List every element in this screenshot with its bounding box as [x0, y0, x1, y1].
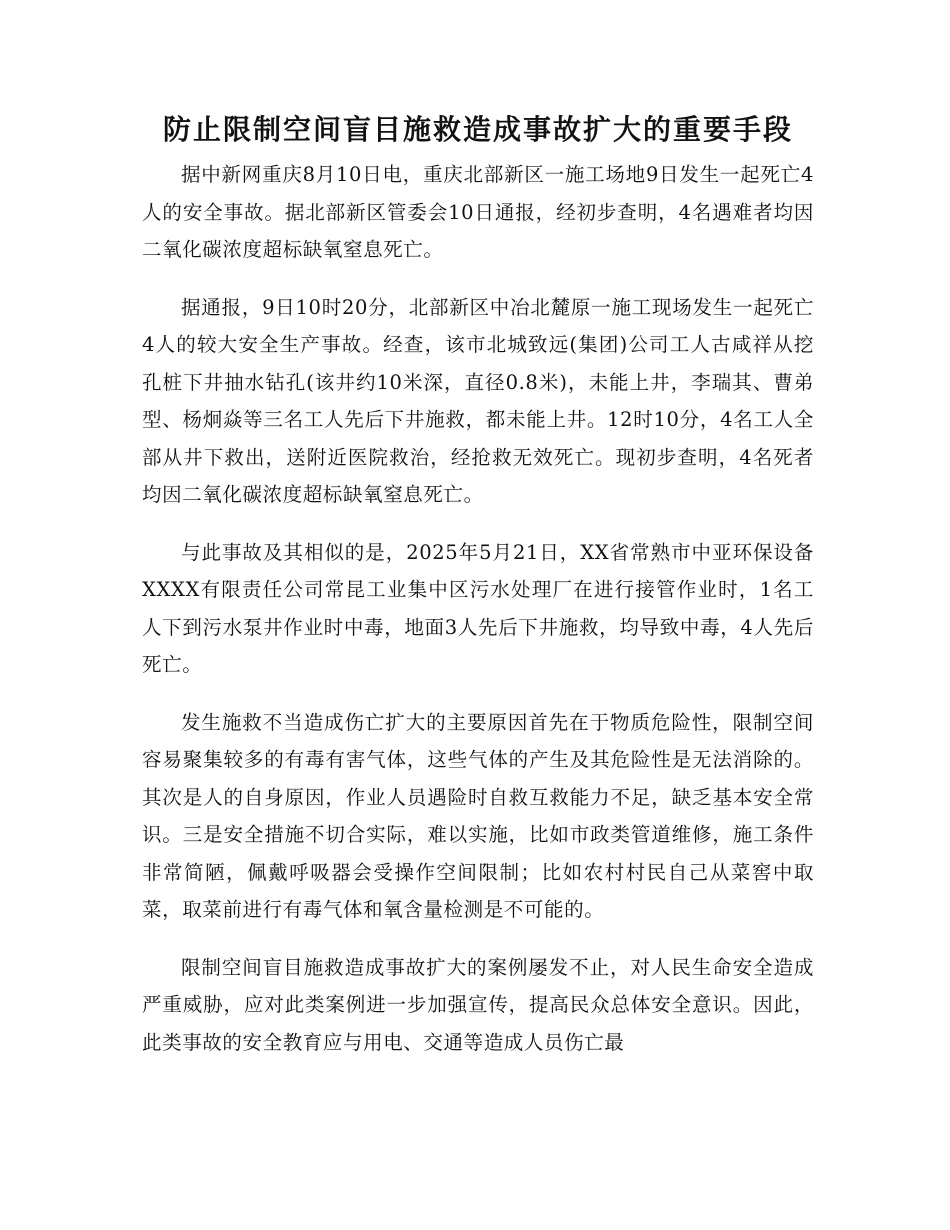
- paragraph-1: 据中新网重庆8月10日电，重庆北部新区一施工场地9日发生一起死亡4人的安全事故。据北部新区管委会10日通报，经初步查明，4名遇难者均因二氧化碳浓度超标缺氧窒息死亡。: [142, 163, 814, 261]
- paragraph-3: 与此事故及其相似的是，2025年5月21日，XX省常熟市中亚环保设备XXXX有限责任公司常昆工业集中区污水处理厂在进行接管作业时，1名工人下到污水泵井作业时中毒，地面3人先后下井施救，均导致中毒，4人先后死亡。: [142, 540, 814, 676]
- paragraph-2: 据通报，9日10时20分，北部新区中冶北麓原一施工现场发生一起死亡4人的较大安全生产事故。经查，该市北城致远(集团)公司工人古咸祥从挖孔桩下井抽水钻孔(该井约10米深，直径0.8米)，未能上井，李瑞其、曹弟型、杨炯焱等三名工人先后下井施救，都未能上井。12时10分，4名工人全部从井下救出，送附近医院救治，经抢救无效死亡。现初步查明，4名死者均因二氧化碳浓度超标缺氧窒息死亡。: [142, 295, 814, 506]
- document-title: 防止限制空间盲目施救造成事故扩大的重要手段: [162, 113, 793, 146]
- paragraph-4: 发生施救不当造成伤亡扩大的主要原因首先在于物质危险性，限制空间容易聚集较多的有毒有害气体，这些气体的产生及其危险性是无法消除的。其次是人的自身原因，作业人员遇险时自救互救能力不足，缺乏基本安全常识。三是安全措施不切合实际，难以实施，比如市政类管道维修，施工条件非常简陋，佩戴呼吸器会受操作空间限制；比如农村村民自己从菜窖中取菜，取菜前进行有毒气体和氧含量检测是不可能的。: [142, 710, 814, 921]
- paragraph-5: 限制空间盲目施救造成事故扩大的案例屡发不止，对人民生命安全造成严重威胁，应对此类案例进一步加强宣传，提高民众总体安全意识。因此，此类事故的安全教育应与用电、交通等造成人员伤亡最: [142, 955, 814, 1054]
